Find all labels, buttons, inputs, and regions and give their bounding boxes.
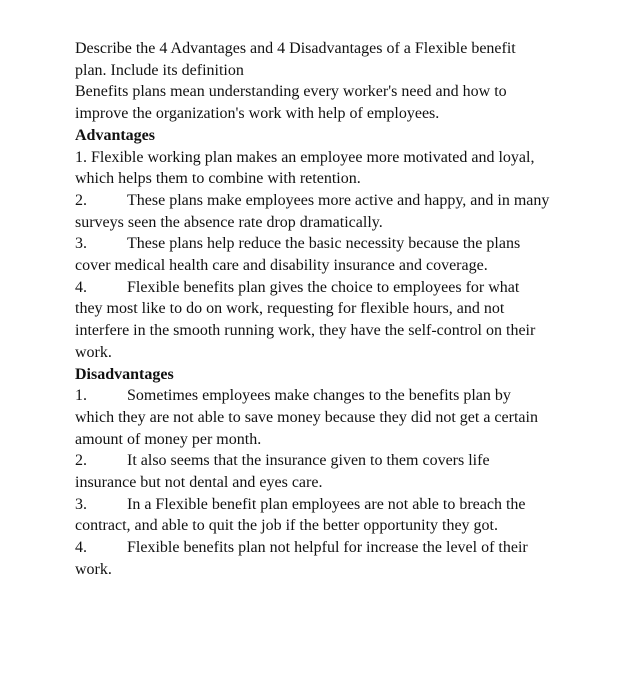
disadvantage-item-1-number: 1.: [75, 387, 87, 405]
question-text: Describe the 4 Advantages and 4 Disadvantages of a Flexible benefit plan. Include its definition: [75, 40, 516, 79]
disadvantage-item-2-text: It also seems that the insurance given to them covers life insurance but not dental and eyes care.: [75, 452, 490, 492]
advantage-item-3: [75, 233, 550, 276]
advantage-item-3-text: These plans help reduce the basic necessity because the plans cover medical health care and disability insurance and coverage.: [75, 235, 521, 275]
disadvantage-item-2-number: 2.: [75, 452, 87, 470]
advantage-item-4: [75, 277, 550, 364]
disadvantages-heading: Disadvantages: [75, 365, 174, 383]
definition-text: Benefits plans mean understanding every worker's need and how to improve the organization's work with help of employees.: [75, 83, 507, 123]
disadvantage-item-3-text: In a Flexible benefit plan employees are not able to breach the contract, and able to quit the job if the better opportunity they got.: [75, 495, 526, 535]
disadvantage-item-4: [75, 537, 550, 580]
advantage-item-2-text: These plans make employees more active and happy, and in many surveys seen the absence rate drop dramatically.: [75, 191, 550, 231]
disadvantage-item-4-text: Flexible benefits plan not helpful for increase the level of their work.: [75, 539, 528, 578]
advantages-heading: Advantages: [75, 126, 156, 144]
disadvantage-item-1: [75, 385, 550, 450]
advantage-item-2: [75, 190, 550, 233]
advantage-item-3-number: 3.: [75, 235, 87, 253]
document-body: [75, 38, 550, 581]
advantage-item-4-text: Flexible benefits plan gives the choice to employees for what they most like to do on work, requesting for flexible hours, and not interfere in the smooth running work, they have the self-control on their work.: [75, 278, 536, 361]
disadvantage-item-2: [75, 450, 550, 493]
advantage-item-1-number: 1.: [75, 148, 87, 166]
disadvantage-item-4-number: 4.: [75, 539, 87, 557]
advantage-item-1-text: Flexible working plan makes an employee more motivated and loyal, which helps them to combine with retention.: [75, 148, 535, 188]
advantage-item-2-number: 2.: [75, 191, 87, 209]
disadvantage-item-1-text: Sometimes employees make changes to the benefits plan by which they are not able to save money because they did not get a certain amount of money per month.: [75, 387, 538, 448]
disadvantage-item-3-number: 3.: [75, 495, 87, 513]
disadvantage-item-3: [75, 494, 550, 537]
advantage-item-1: [75, 147, 550, 190]
advantage-item-4-number: 4.: [75, 278, 87, 296]
